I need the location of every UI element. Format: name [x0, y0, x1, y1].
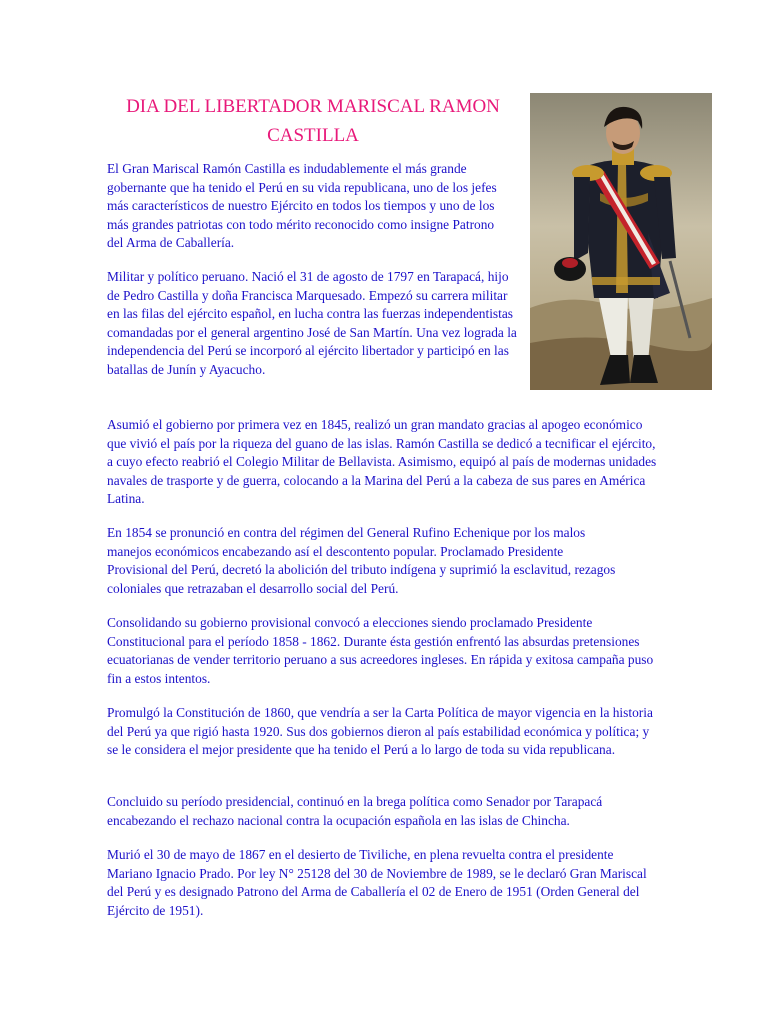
paragraph-death: Murió el 30 de mayo de 1867 en el desierto de Tiviliche, en plena revuelta contra el presidente Mariano Ignacio Prado. Por ley N° 25128 del 30 de Noviembre de 1989, se le declaró Gran Mariscal del Perú y es designado Patrono del Arma de Caballería el 02 de Enero de 1951 (Orden General del Ejército de 1951).: [107, 847, 647, 918]
page-title: DIA DEL LIBERTADOR MARISCAL RAMON CASTILLA: [126, 96, 500, 146]
paragraph-intro: El Gran Mariscal Ramón Castilla es indudablemente el más grande gobernante que ha tenido el Perú en su vida republicana, uno de los jefes más característicos de nuestro Ejército en todos los tiempos y uno de los más grandes patriotas con todo mérito reconocido como insigne Patrono del Arma de Caballería.: [107, 161, 497, 251]
portrait-image: [530, 93, 712, 390]
paragraph-constitutional-president: Consolidando su gobierno provisional convocó a elecciones siendo proclamado Presidente Constitucional para el período 1858 - 1862. Durante ésta gestión enfrentó las absurdas pretensiones ecuatorianas de vender territorio peruano a sus acreedores ingleses. En rápida y exitosa campaña puso fin a estos intentos.: [107, 615, 654, 686]
paragraph-biography: Militar y político peruano. Nació el 31 de agosto de 1797 en Tarapacá, hijo de Pedro Castilla y doña Francisca Marquesado. Empezó su carrera militar en las filas del ejército español, en lucha contra las fuerzas independentistas comandadas por el general argentino José de San Martín. Una vez lograda la independencia del Perú se incorporó al ejército libertador y participó en las batallas de Junín y Ayacucho.: [107, 269, 517, 377]
paragraph-first-government: Asumió el gobierno por primera vez en 1845, realizó un gran mandato gracias al apogeo económico que vivió el país por la riqueza del guano de las islas. Ramón Castilla se dedicó a tecnificar el ejército, a cuyo efecto reabrió el Colegio Militar de Bellavista. Asimismo, equipó al país de modernas unidades navales de trasporte y de guerra, colocando a la Marina del Perú a la cabeza de sus pares en América Latina.: [107, 417, 657, 507]
paragraph-senator: Concluido su período presidencial, continuó en la brega política como Senador por Tarapacá encabezando el rechazo nacional contra la ocupación española en las islas de Chincha.: [107, 794, 603, 828]
paragraph-constitution-1860: Promulgó la Constitución de 1860, que vendría a ser la Carta Política de mayor vigencia en la historia del Perú ya que rigió hasta 1920. Sus dos gobiernos dieron al país estabilidad económica y política; y se le considera el mejor presidente que ha tenido el Perú a lo largo de toda su vida republicana.: [107, 705, 653, 758]
paragraph-1854: En 1854 se pronunció en contra del régimen del General Rufino Echenique por los malos manejos económicos encabezando así el descontento popular. Proclamado Presidente Provisional del Perú, decretó la abolición del tributo indígena y suprimió la esclavitud, rezagos coloniales que retrazaban el desarrollo social del Perú.: [107, 525, 616, 596]
